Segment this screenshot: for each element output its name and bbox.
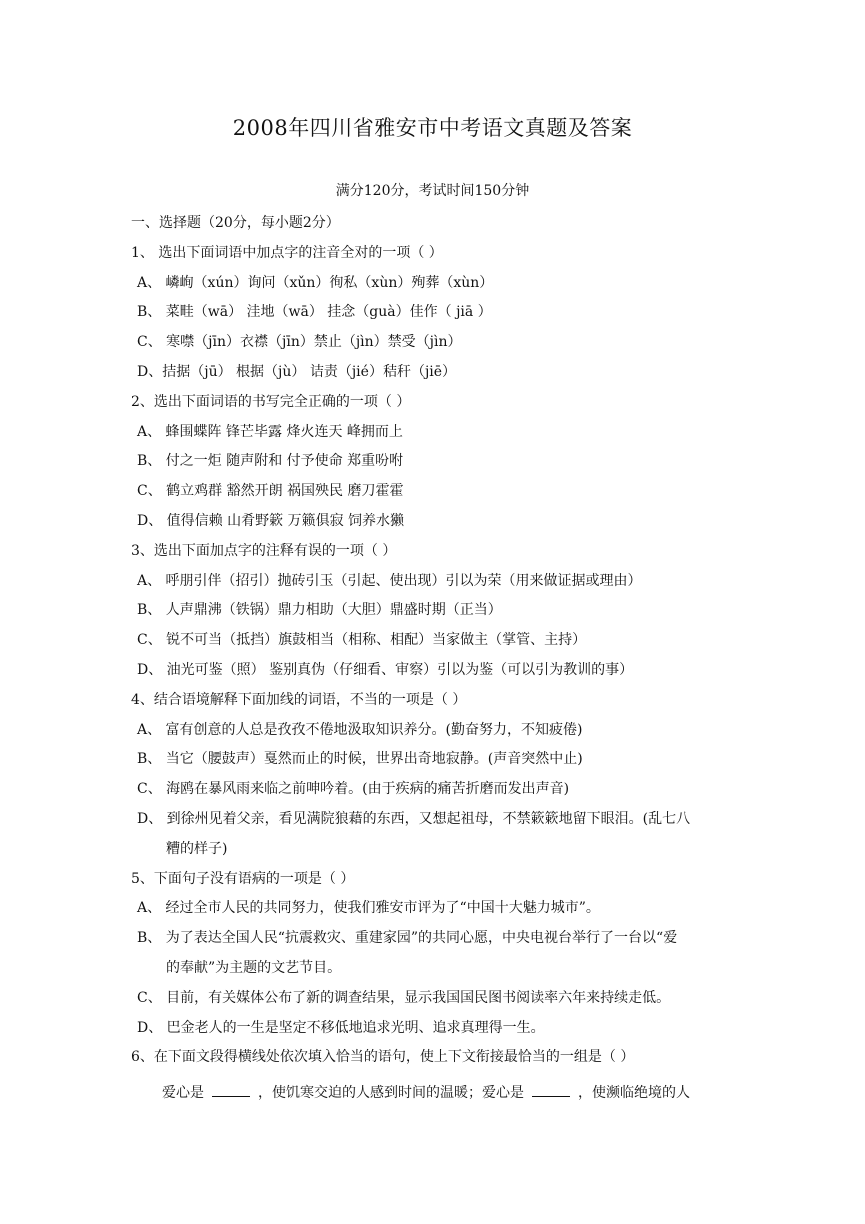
option-line: B、 当它（腰鼓声）戛然而止的时候，世界出奇地寂静。(声音突然中止) xyxy=(137,751,583,767)
option-line: A、 呼朋引伴（招引）抛砖引玉（引起、使出现）引以为荣（用来做证据或理由） xyxy=(137,573,642,589)
blank-1[interactable] xyxy=(212,1080,250,1097)
option-line: A、 嶙峋（xún）询问（xǔn）徇私（xùn）殉葬（xùn） xyxy=(137,275,494,291)
continuation-line: 糟的样子) xyxy=(166,841,228,857)
question-line: 3、选出下面加点字的注释有误的一项（ ） xyxy=(131,543,397,559)
fill-text-3: ，使濒临绝境的人 xyxy=(578,1085,690,1101)
continuation-line: 的奉献”为主题的文艺节目。 xyxy=(166,960,342,976)
option-line: B、 付之一炬 随声附和 付予使命 郑重吩咐 xyxy=(137,453,404,469)
option-line: C、 鹤立鸡群 豁然开朗 祸国殃民 磨刀霍霍 xyxy=(137,483,404,499)
option-line: D、拮据（jū） 根据（jù） 诘责（jié）秸秆（jiē） xyxy=(137,364,457,380)
option-line: A、 富有创意的人总是孜孜不倦地汲取知识养分。(勤奋努力，不知疲倦) xyxy=(137,722,583,738)
option-line: A、 经过全市人民的共同努力，使我们雅安市评为了“中国十大魅力城市”。 xyxy=(137,900,600,916)
question-line: 4、结合语境解释下面加线的词语，不当的一项是（ ） xyxy=(131,692,467,708)
exam-info: 满分120分，考试时间150分钟 xyxy=(335,183,530,199)
option-line: C、 锐不可当（抵挡）旗鼓相当（相称、相配）当家做主（掌管、主持） xyxy=(137,632,587,648)
option-line: D、 油光可鉴（照） 鉴别真伪（仔细看、审察）引以为鉴（可以引为教训的事） xyxy=(137,662,634,678)
option-line: C、 寒噤（jīn）衣襟（jīn）禁止（jìn）禁受（jìn） xyxy=(137,334,462,350)
option-line: B、 人声鼎沸（铁锅）鼎力相助（大胆）鼎盛时期（正当） xyxy=(137,602,502,618)
option-line: B、 为了表达全国人民“抗震救灾、重建家园”的共同心愿，中央电视台举行了一台以“爱 xyxy=(137,930,678,946)
page-title: 2008年四川省雅安市中考语文真题及答案 xyxy=(232,116,633,140)
option-line: D、 巴金老人的一生是坚定不移低地追求光明、追求真理得一生。 xyxy=(137,1020,545,1036)
question-line: 2、选出下面词语的书写完全正确的一项（ ） xyxy=(131,394,411,410)
option-line: C、 目前，有关媒体公布了新的调查结果，显示我国国民图书阅读率六年来持续走低。 xyxy=(137,990,671,1006)
fill-in-line xyxy=(162,1080,690,1103)
question-line: 5、下面句子没有语病的一项是（ ） xyxy=(131,871,355,887)
question-line: 1、 选出下面词语中加点字的注音全对的一项（ ） xyxy=(131,245,443,261)
fill-text-1: 爱心是 xyxy=(162,1085,204,1101)
option-line: D、 值得信赖 山肴野簌 万籁俱寂 饲养水獭 xyxy=(137,513,405,529)
question-line: 一、选择题（20分，每小题2分） xyxy=(131,215,340,231)
question-line: 6、在下面文段得横线处依次填入恰当的语句，使上下文衔接最恰当的一组是（ ） xyxy=(131,1049,635,1065)
blank-2[interactable] xyxy=(532,1080,570,1097)
option-line: A、 蜂围蝶阵 锋芒毕露 烽火连天 峰拥而上 xyxy=(137,424,403,440)
option-line: C、 海鸥在暴风雨来临之前呻吟着。(由于疾病的痛苦折磨而发出声音) xyxy=(137,781,570,797)
option-line: B、 菜畦（wā） 洼地（wā） 挂念（guà）佳作（ jiā ） xyxy=(137,304,492,320)
option-line: D、 到徐州见着父亲，看见满院狼藉的东西，又想起祖母，不禁簌簌地留下眼泪。(乱七八 xyxy=(137,811,691,827)
fill-text-2: ，使饥寒交迫的人感到时间的温暖；爱心是 xyxy=(258,1085,524,1101)
